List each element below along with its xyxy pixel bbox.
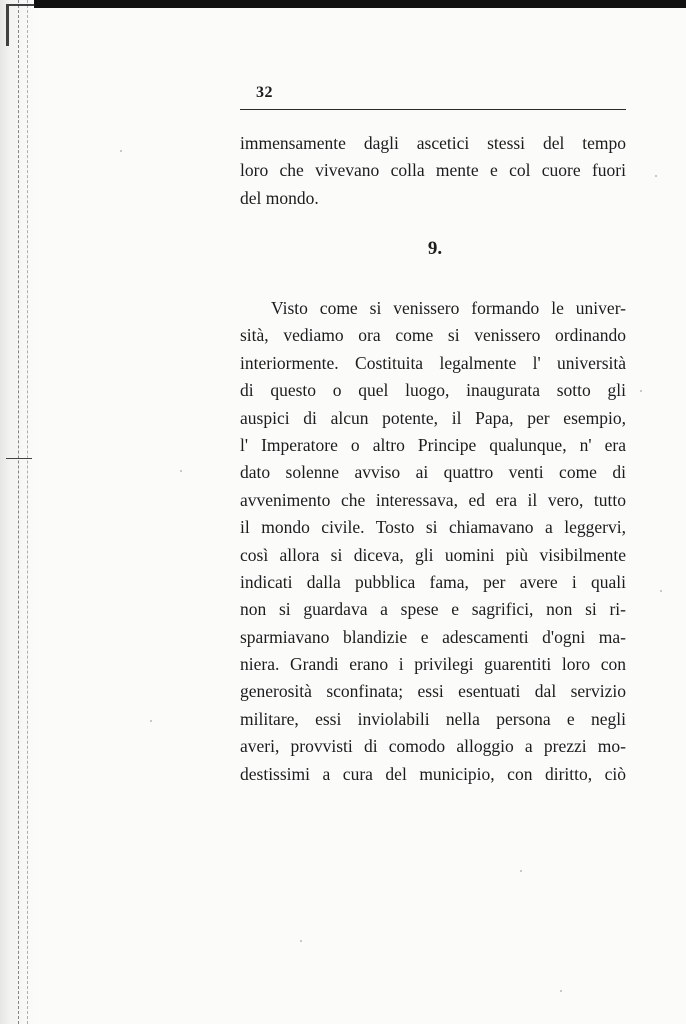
paper-speck xyxy=(120,150,122,152)
paper-speck xyxy=(520,870,522,872)
text-line: di questo o quel luogo, inaugurata sotto gli xyxy=(240,380,626,401)
paper-speck xyxy=(640,390,642,392)
gutter-corner-mark xyxy=(6,4,35,46)
paper-speck xyxy=(150,720,152,722)
text-line: generosità sconfinata; essi esentuati dal servizio xyxy=(240,681,626,702)
paragraph-continued xyxy=(240,130,626,212)
text-line: loro che vivevano colla mente e col cuore fuori xyxy=(240,160,626,181)
text-line: interiormente. Costituita legalmente l' università xyxy=(240,352,626,373)
text-line: destissimi a cura del municipio, con diritto, ciò xyxy=(240,763,626,784)
gutter-edge-mark xyxy=(6,458,32,459)
text-line: indicati dalla pubblica fama, per avere i quali xyxy=(240,571,626,592)
paper-speck xyxy=(655,175,657,177)
text-line: del mondo. xyxy=(240,187,319,208)
text-line: averi, provvisti di comodo alloggio a prezzi mo- xyxy=(240,736,626,757)
gutter-stitch-line xyxy=(27,0,29,1024)
header-rule xyxy=(240,109,626,110)
text-line: sità, vediamo ora come si venissero ordinando xyxy=(240,325,626,346)
text-line: militare, essi inviolabili nella persona e negli xyxy=(240,708,626,729)
paper-speck xyxy=(300,940,302,942)
paper-speck xyxy=(180,470,182,472)
text-line: immensamente dagli ascetici stessi del tempo xyxy=(240,133,626,153)
text-line: così allora si diceva, gli uomini più visibilmente xyxy=(240,544,626,565)
paragraph-main xyxy=(240,295,626,788)
text-line: non si guardava a spese e sagrifici, non si ri- xyxy=(240,599,626,620)
paper-speck xyxy=(560,990,562,992)
text-line: auspici di alcun potente, il Papa, per esempio, xyxy=(240,407,626,428)
text-line: niera. Grandi erano i privilegi guarentiti loro con xyxy=(240,654,626,675)
paper-speck xyxy=(660,590,662,592)
text-line: dato solenne avviso ai quattro venti come di xyxy=(240,462,626,483)
text-line: Visto come si venissero formando le univer- xyxy=(271,298,626,318)
page-top-edge xyxy=(0,0,686,8)
section-heading: 9. xyxy=(427,238,443,259)
page-number: 32 xyxy=(256,84,273,101)
gutter-stitch-line xyxy=(18,0,20,1024)
text-line: avvenimento che interessava, ed era il vero, tutto xyxy=(240,489,626,510)
text-line: il mondo civile. Tosto si chiamavano a leggervi, xyxy=(240,517,626,538)
text-line: l' Imperatore o altro Principe qualunque, n' era xyxy=(240,434,626,455)
text-line: sparmiavano blandizie e adescamenti d'ogni ma- xyxy=(240,626,626,647)
